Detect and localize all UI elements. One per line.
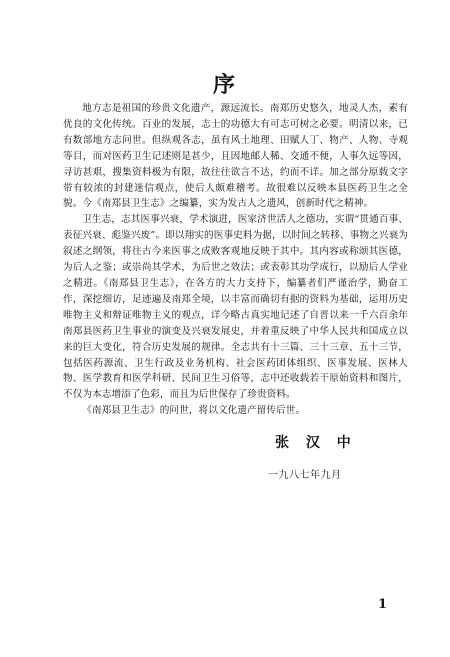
paragraph-2: 卫生志，志其医事兴衰，学术演进，医家济世活人之德功，实谓“贯通百事、表征兴衰、彪鉴兴废”。即以翔实的医事史料为据，以时间之转移、事物之兴衰为叙述之纲领，将往古今来医事之成败客观地反映于其中。其内容或称颂其医德，为后人之鉴；或崇尚其学术，为后世之效法；或表彰其功学成行，以励后人学业之精进。《南郑县卫生志》，在各方的大力支持下，编纂者们严谨治学，勤奋工作，深挖细访，足迹遍及南郑全境，以丰富而确切有据的资料为基础，运用历史唯物主义和辩证唯物主义的观点，详今略古真实地记述了自晋以来一千六百余年南郑县医药卫生事业的演变及兴衰发展史，并着重反映了中华人民共和国成立以来的巨大变化，符合历史发展的规律。全志共有十三篇、三十三章、五十三节，包括医药源流、卫生行政及业务机构、社会医药团体组织、医事发展、医林人物、医学教育和医学科研、民间卫生习俗等，志中还收载若干原始资料和图片，不仅为本志增添了色彩，而且为后世保存了珍贵资料。	[63, 214, 408, 401]
paragraph-3: 《南郑县卫生志》的问世，将以文化遗产留传后世。	[82, 405, 306, 417]
signature-date: 一九八七年九月	[268, 470, 342, 481]
page-title: 序	[212, 72, 237, 98]
page-number: 1	[378, 597, 388, 612]
preface-body	[63, 101, 408, 419]
author-signature: 张 汉 中	[275, 435, 357, 451]
paragraph-1: 地方志是祖国的珍贵文化遗产，源远流长。南郑历史悠久，地灵人杰，素有优良的文化传统。百业的发展，志士的功德大有可志可树之必要。明清以来，已有数部地方志问世。但纵观各志，虽有风土地理、田赋人丁、物产、人物、寺观等目，而对医药卫生记述则是甚少，且因地邮人稀、交通不便，人事久远等因，寻访甚艰，搜集资料极为有限，故往往欲言不达，约而不详。加之部分原载文字带有较浓的封建迷信观点，使后人颇难稽考。故很难以反映本县医药卫生之全貌。今《南郑县卫生志》之编纂，实为发古人之遗风，创新时代之精神。	[63, 103, 408, 210]
